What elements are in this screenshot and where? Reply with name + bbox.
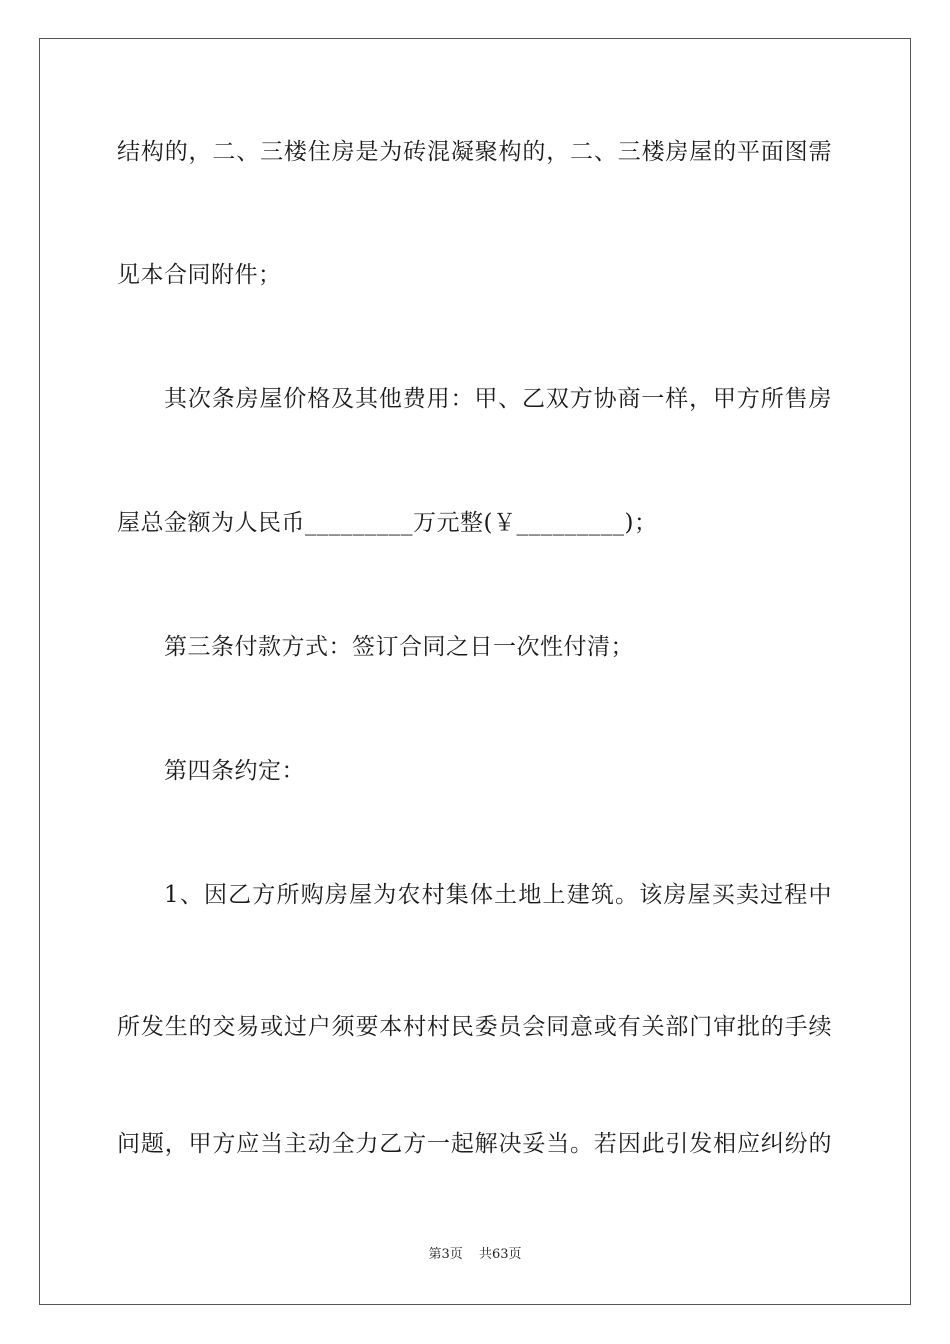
body-line-1: 结构的，二、三楼住房是为砖混凝聚构的，二、三楼房屋的平面图需 — [117, 139, 832, 165]
body-line-4: 屋总金额为人民币_________万元整(￥_________)； — [117, 510, 658, 536]
body-line-9: 问题，甲方应当主动全力乙方一起解决妥当。若因此引发相应纠纷的 — [117, 1131, 832, 1157]
page-footer — [0, 1246, 950, 1264]
body-line-7: 1、因乙方所购房屋为农村集体土地上建筑。该房屋买卖过程中 — [164, 882, 832, 908]
body-line-2: 见本合同附件； — [117, 262, 282, 288]
body-line-3: 其次条房屋价格及其他费用：甲、乙双方协商一样，甲方所售房 — [164, 386, 832, 412]
body-line-6: 第四条约定： — [164, 758, 305, 784]
page-number-current: 第3页 — [428, 1247, 463, 1262]
body-line-5: 第三条付款方式：签订合同之日一次性付清； — [164, 634, 634, 660]
page-number-total: 共63页 — [478, 1247, 522, 1262]
body-line-8: 所发生的交易或过户须要本村村民委员会同意或有关部门审批的手续 — [117, 1014, 832, 1040]
page-border — [39, 38, 911, 1305]
